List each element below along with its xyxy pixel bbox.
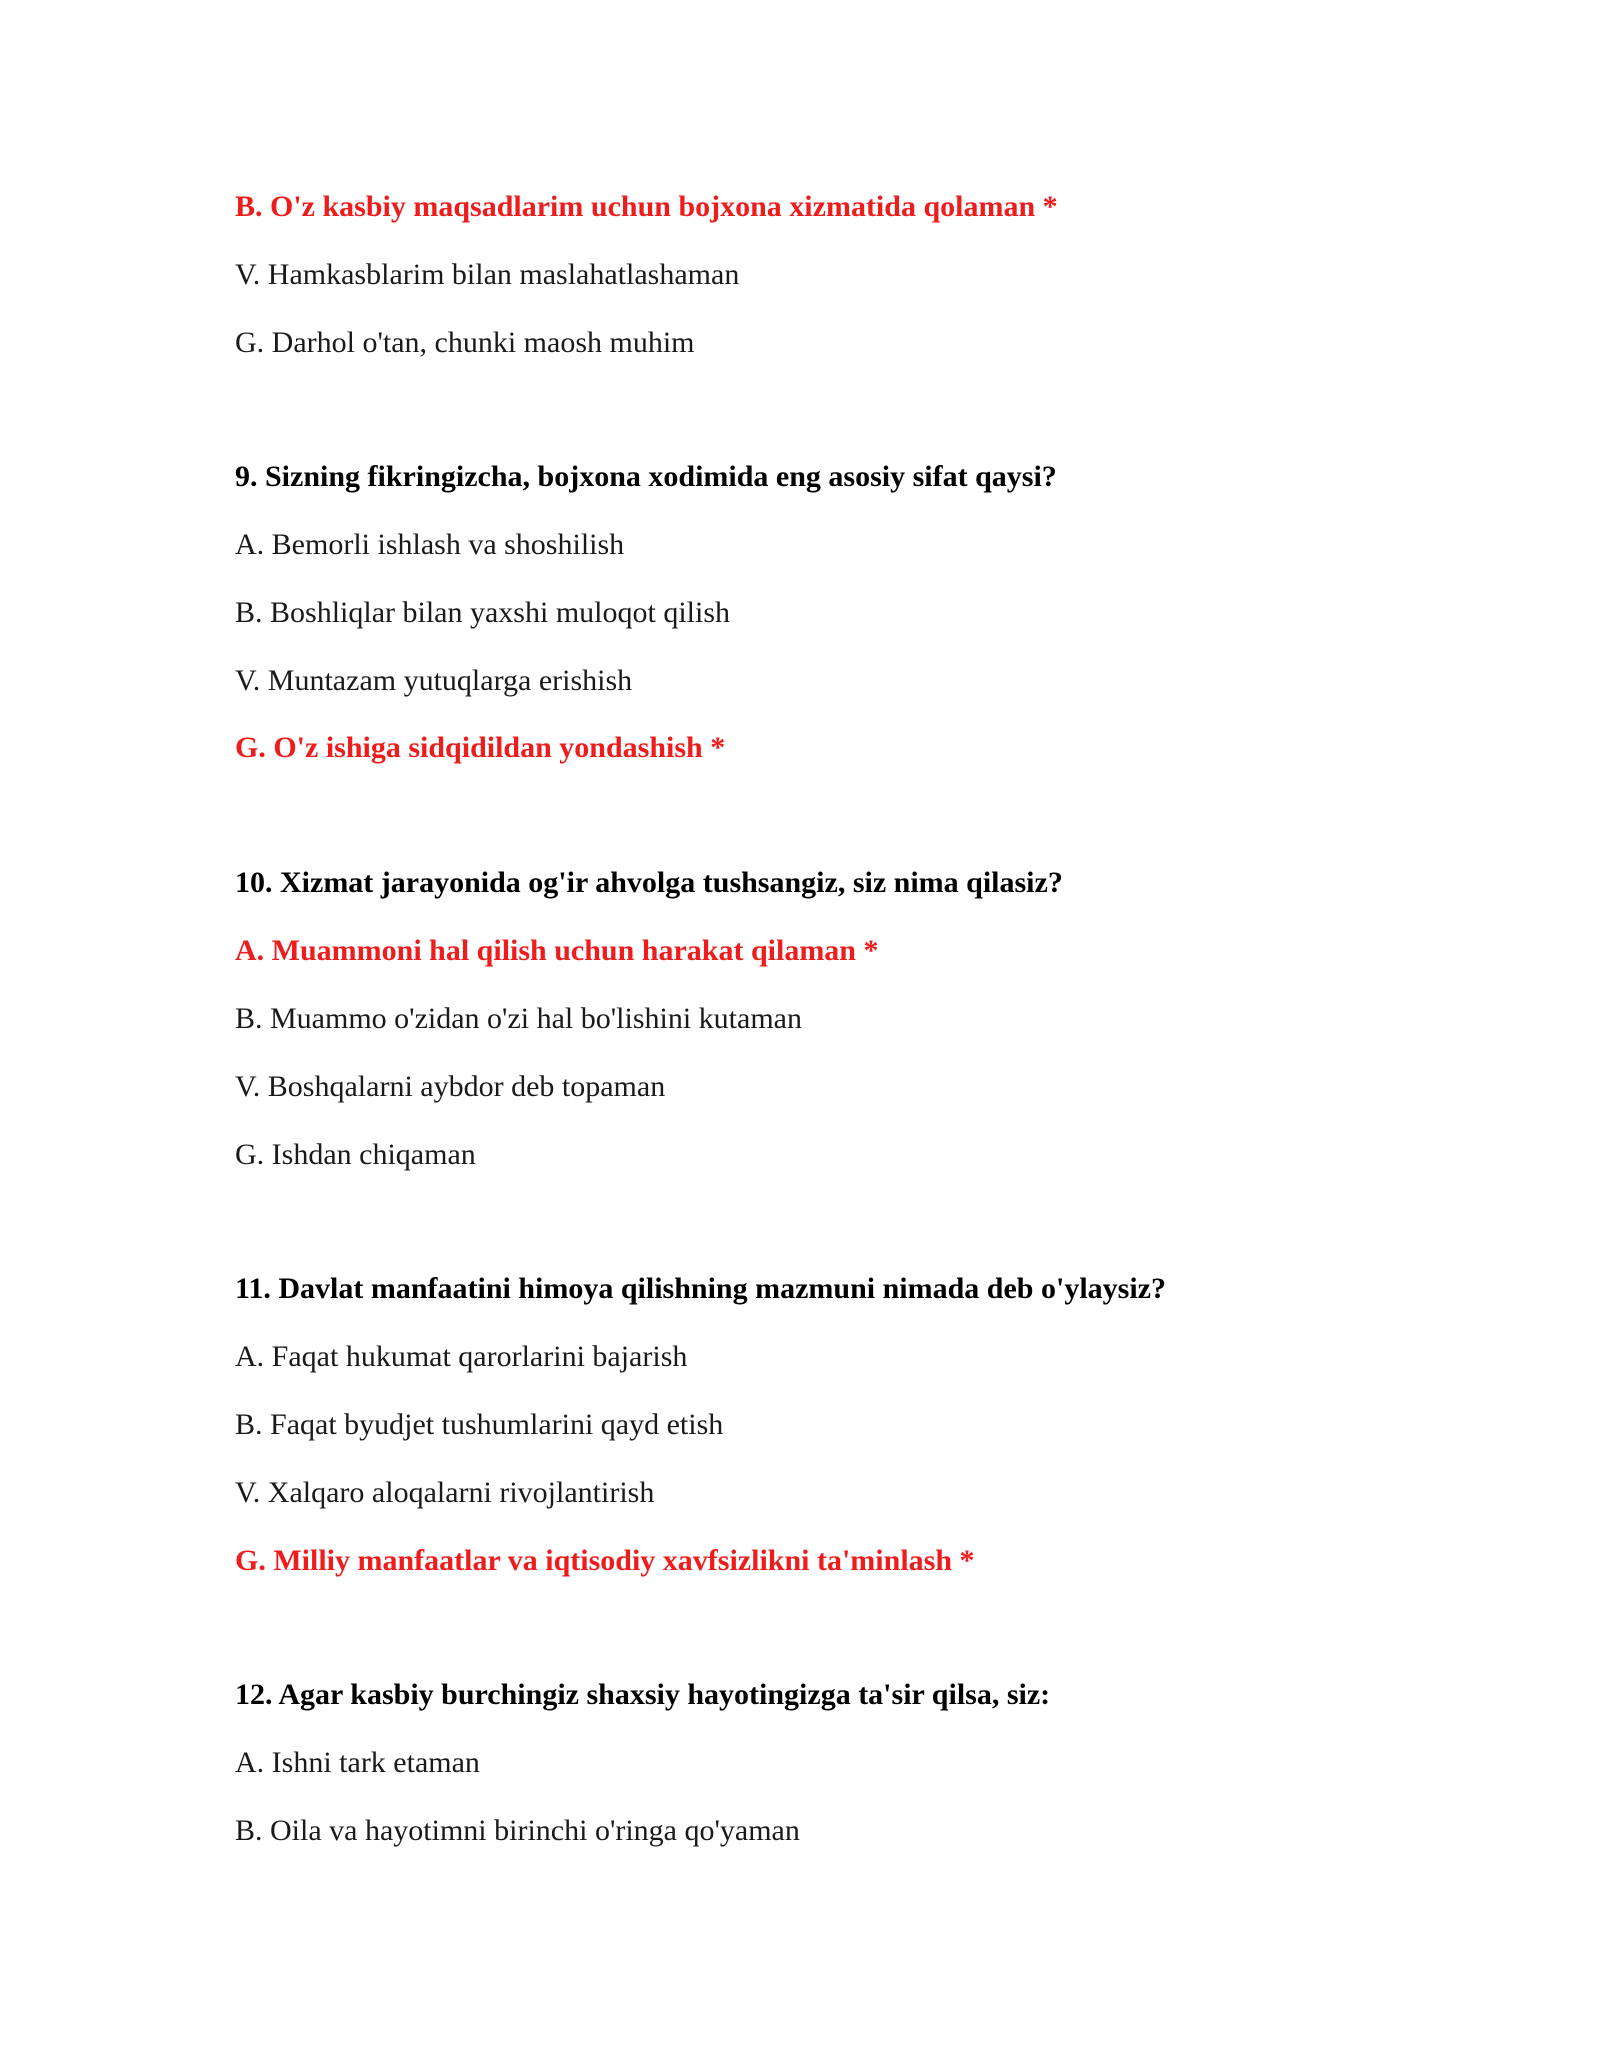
option-q10-b: B. Muammo o'zidan o'zi hal bo'lishini kutaman: [235, 1002, 802, 1035]
option-q11-a: A. Faqat hukumat qarorlarini bajarish: [235, 1340, 688, 1373]
option-q9-a: A. Bemorli ishlash va shoshilish: [235, 528, 625, 561]
option-q9-b: B. Boshliqlar bilan yaxshi muloqot qilish: [235, 596, 730, 629]
option-q10-v: V. Boshqalarni aybdor deb topaman: [235, 1070, 666, 1103]
option-q11-v: V. Xalqaro aloqalarni rivojlantirish: [235, 1476, 655, 1509]
option-q9-g: G. O'z ishiga sidqidildan yondashish *: [235, 731, 726, 764]
option-q12-a: A. Ishni tark etaman: [235, 1746, 480, 1779]
option-q9-v: V. Muntazam yutuqlarga erishish: [235, 664, 633, 697]
option-q12-b: B. Oila va hayotimni birinchi o'ringa qo'yaman: [235, 1814, 800, 1847]
option-q8-g: G. Darhol o'tan, chunki maosh muhim: [235, 326, 695, 359]
option-q8-v: V. Hamkasblarim bilan maslahatlashaman: [235, 258, 740, 291]
option-q8-b: B. O'z kasbiy maqsadlarim uchun bojxona xizmatida qolaman *: [235, 190, 1058, 223]
question-12: 12. Agar kasbiy burchingiz shaxsiy hayotingizga ta'sir qilsa, siz:: [235, 1678, 1051, 1711]
question-10: 10. Xizmat jarayonida og'ir ahvolga tushsangiz, siz nima qilasiz?: [235, 866, 1063, 899]
question-11: 11. Davlat manfaatini himoya qilishning mazmuni nimada deb o'ylaysiz?: [235, 1272, 1166, 1305]
option-q10-g: G. Ishdan chiqaman: [235, 1138, 476, 1171]
option-q11-b: B. Faqat byudjet tushumlarini qayd etish: [235, 1408, 724, 1441]
option-q11-g: G. Milliy manfaatlar va iqtisodiy xavfsizlikni ta'minlash *: [235, 1544, 975, 1577]
option-q10-a: A. Muammoni hal qilish uchun harakat qilaman *: [235, 934, 879, 967]
question-9: 9. Sizning fikringizcha, bojxona xodimida eng asosiy sifat qaysi?: [235, 460, 1057, 493]
